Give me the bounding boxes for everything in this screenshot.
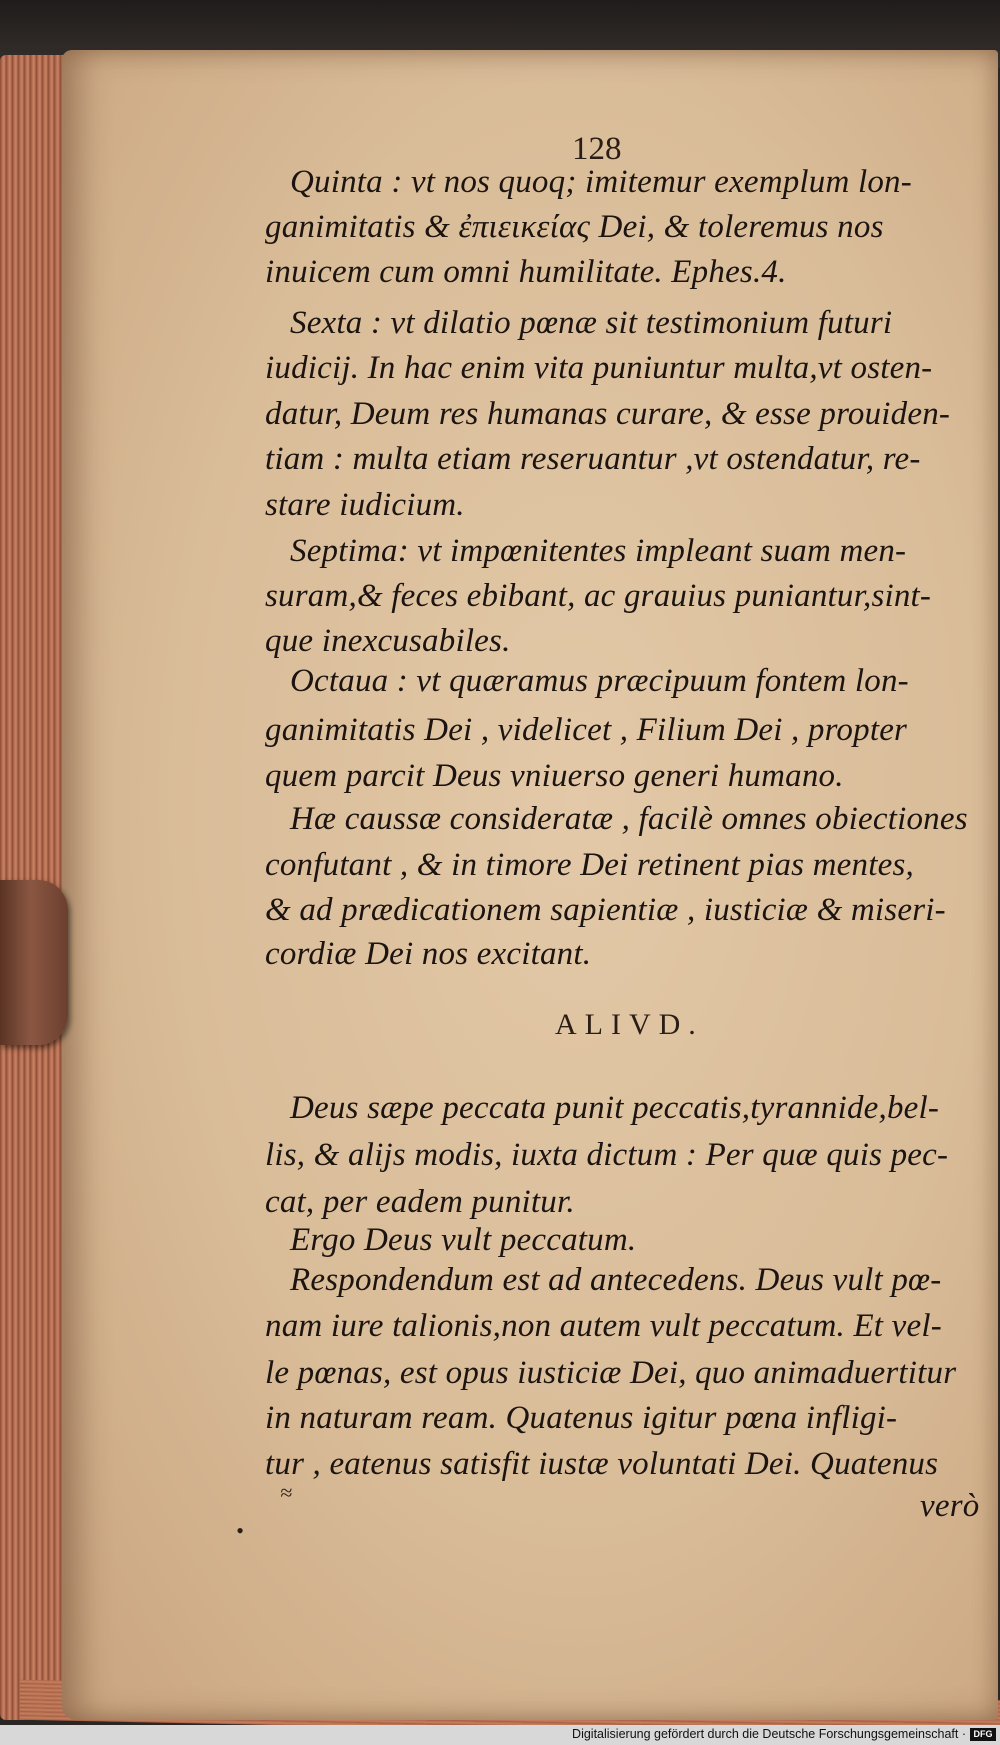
text-line: confutant , & in timore Dei retinent pias mentes, [265,847,914,883]
digitization-footer [0,1725,1000,1745]
text-line: cat, per eadem punitur. [265,1184,575,1220]
footer-credit: Digitalisierung gefördert durch die Deutsche Forschungsgemeinschaft · [572,1727,966,1741]
text-line: nam iure talionis,non autem vult peccatum. Et vel- [265,1308,942,1344]
text-line: Respondendum est ad antecedens. Deus vult pœ- [290,1262,942,1298]
text-line: Ergo Deus vult peccatum. [290,1222,637,1258]
text-line: le pœnas, est opus iusticiæ Dei, quo animaduertitur [265,1355,957,1391]
text-line: Quinta : vt nos quoq; imitemur exemplum lon- [290,164,912,200]
text-line: ganimitatis & ἐπιεικείας Dei, & toleremus nos [265,209,884,245]
text-line: que inexcusabiles. [265,623,511,659]
text-line: iudicij. In hac enim vita puniuntur multa,vt osten- [265,350,933,386]
dfg-logo: DFG [970,1728,996,1741]
section-heading: ALIVD. [555,1008,704,1041]
text-line: Hæ caussæ consideratæ , facilè omnes obiectiones [290,801,968,837]
page-number: 128 [572,131,622,167]
text-line: quem parcit Deus vniuerso generi humano. [265,758,844,794]
text-line: stare iudicium. [265,487,465,523]
text-line: in naturam ream. Quatenus igitur pœna infligi- [265,1400,898,1436]
text-line: tur , eatenus satisfit iustæ voluntati Dei. Quatenus [265,1446,939,1482]
text-line: ganimitatis Dei , videlicet , Filium Dei , propter [265,712,908,748]
text-line: inuicem cum omni humilitate. Ephes.4. [265,254,787,290]
text-line: suram,& feces ebibant, ac grauius puniantur,sint- [265,578,932,614]
text-line: Septima: vt impœnitentes impleant suam men- [290,533,907,569]
text-line: datur, Deum res humanas curare, & esse prouiden- [265,396,951,432]
catchword: verò [920,1488,980,1524]
text-line: Deus sæpe peccata punit peccatis,tyrannide,bel- [290,1090,940,1126]
ink-smudge: ≈ [280,1480,293,1505]
text-line: lis, & alijs modis, iuxta dictum : Per quæ quis pec- [265,1137,949,1173]
text-line: tiam : multa etiam reseruantur ,vt ostendatur, re- [265,441,921,477]
text-line: cordiæ Dei nos excitant. [265,936,592,972]
text-line: Octaua : vt quæramus præcipuum fontem lon- [290,663,909,699]
book-clasp [0,880,68,1045]
text-line: Sexta : vt dilatio pœnæ sit testimonium futuri [290,305,893,341]
text-line: & ad prædicationem sapientiæ , iusticiæ & miseri- [265,892,946,928]
ink-smudge: • [236,1518,244,1543]
